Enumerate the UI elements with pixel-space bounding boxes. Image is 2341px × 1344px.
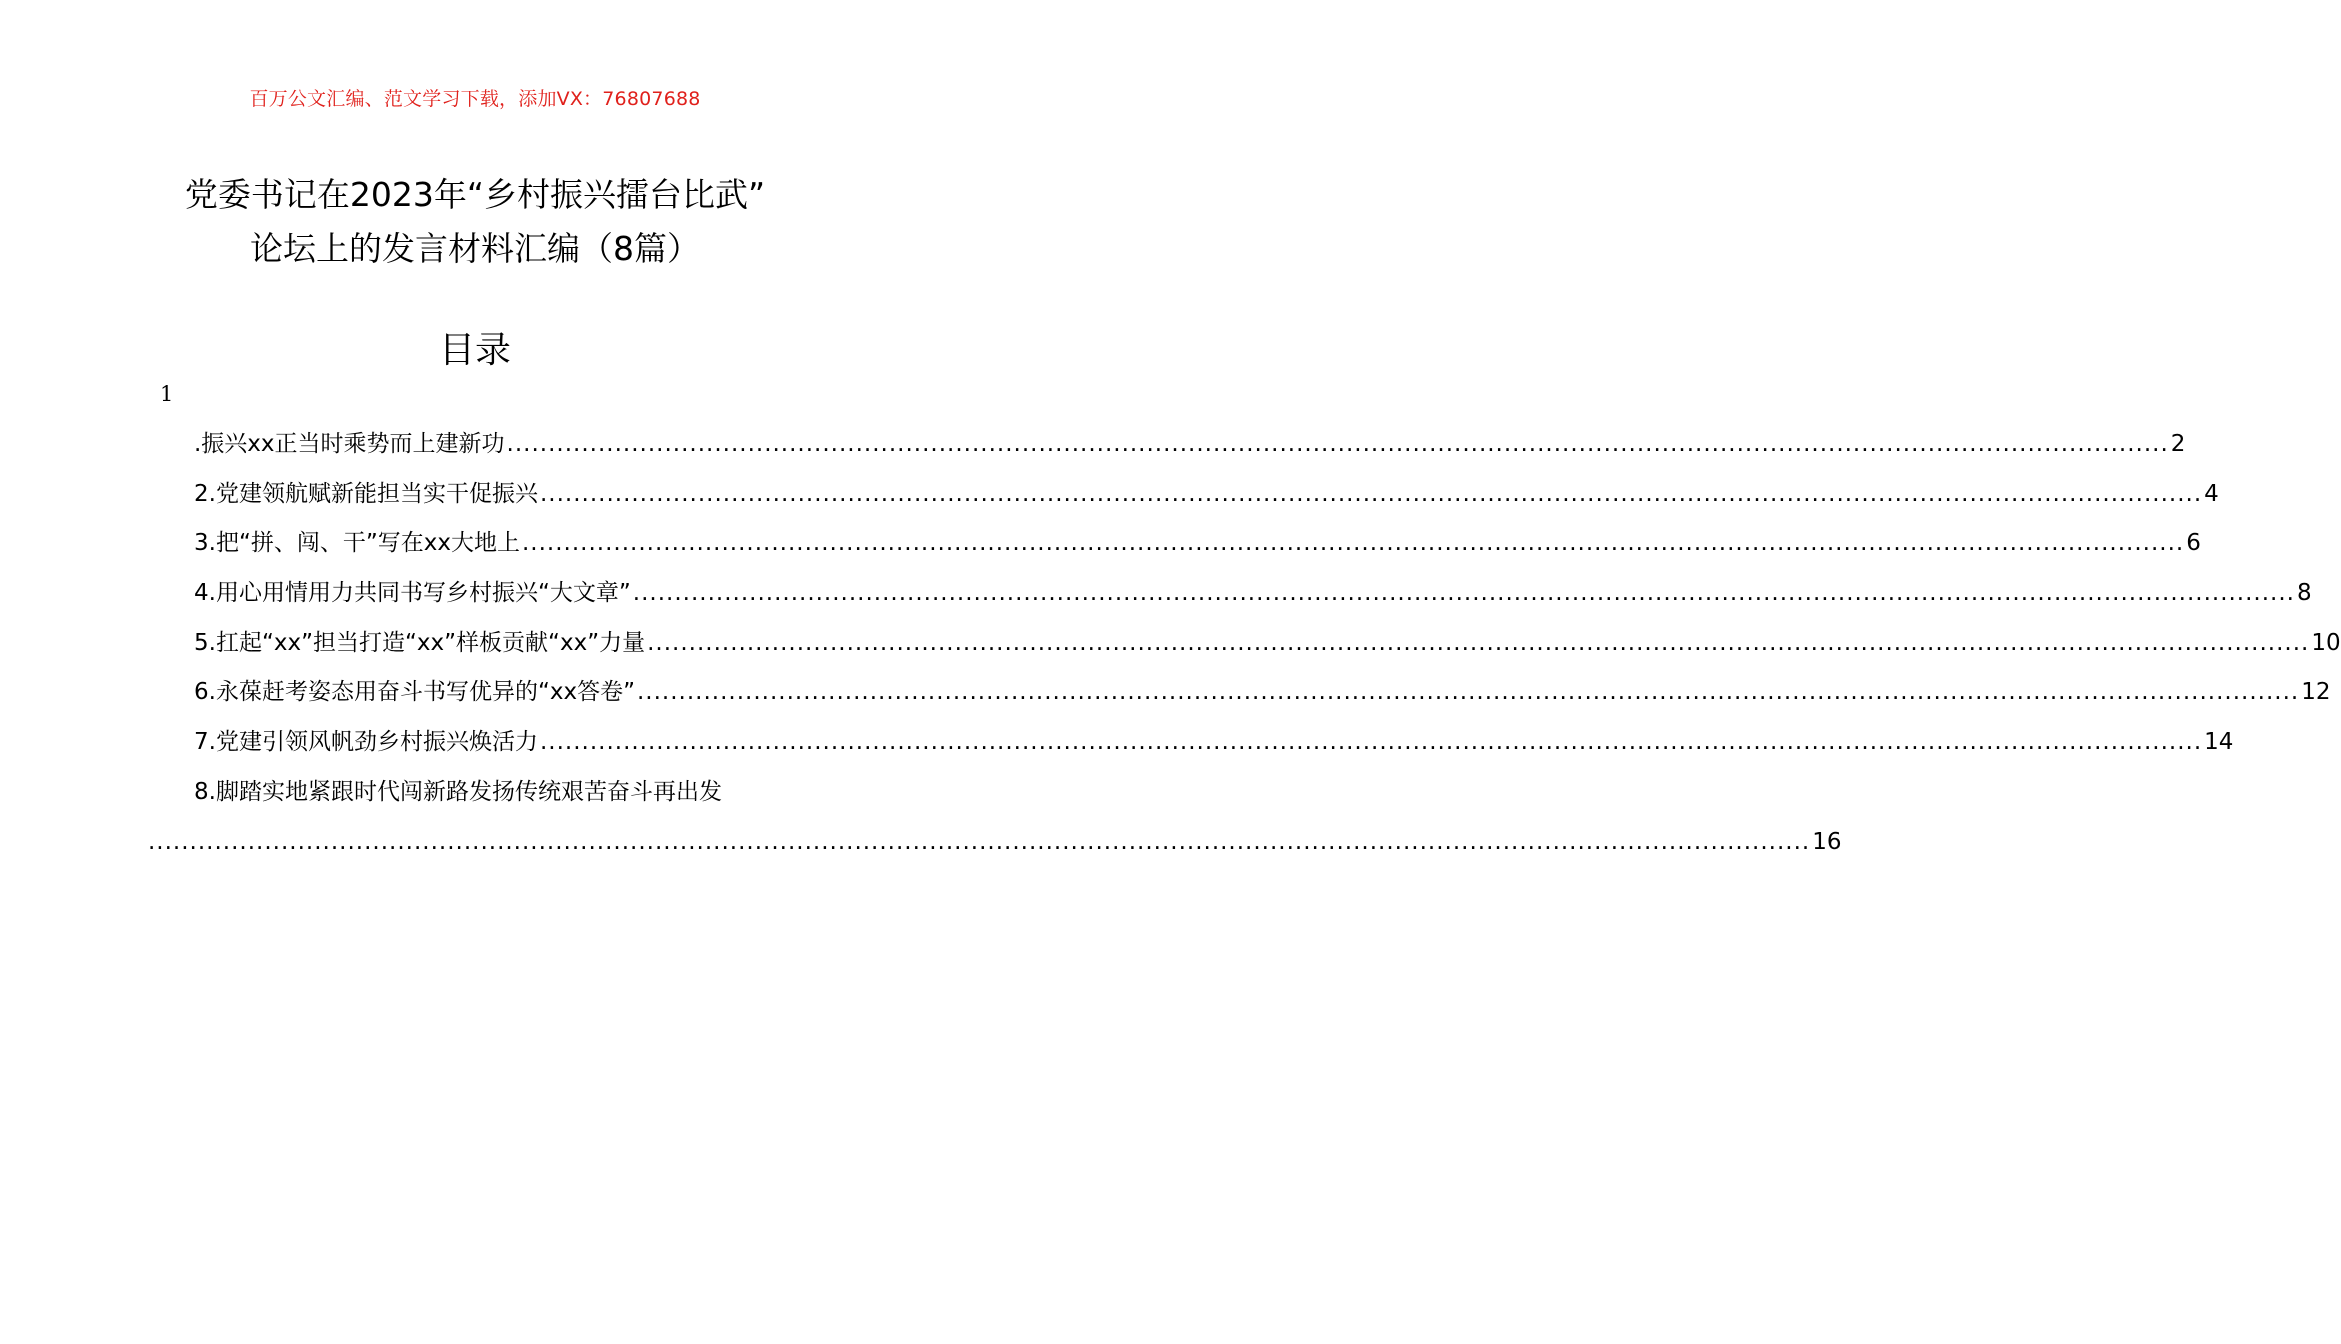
title-line-1: 党委书记在2023年“乡村振兴擂台比武” xyxy=(184,175,766,214)
toc-entry-page: 8 xyxy=(2297,580,2312,607)
title-line-2: 论坛上的发言材料汇编（8篇） xyxy=(250,229,700,268)
toc-entry[interactable] xyxy=(194,424,2186,474)
dot-leader: ........................................................................................................................................................................................................ xyxy=(539,480,2203,507)
dot-leader: ........................................................................................................................................................................................................ xyxy=(522,530,2185,557)
toc-entry-title: 4.用心用情用力共同书写乡村振兴“大文章” xyxy=(194,580,631,607)
toc-entry[interactable] xyxy=(194,523,2201,573)
toc-entry-title: 7.党建引领风帆劲乡村振兴焕活力 xyxy=(194,729,538,756)
stray-number: 1 xyxy=(160,382,174,406)
toc-entry-page: 12 xyxy=(2301,679,2331,706)
toc-entry[interactable] xyxy=(148,772,1842,862)
toc-entry-page: 6 xyxy=(2186,530,2201,557)
toc-entry-page: 10 xyxy=(2311,629,2341,656)
table-of-contents xyxy=(148,424,2341,862)
toc-entry-title: 5.扛起“xx”担当打造“xx”样板贡献“xx”力量 xyxy=(194,629,646,656)
document-title xyxy=(0,168,950,276)
dot-leader: ........................................................................................................................................................................................................ xyxy=(632,580,2295,607)
toc-entry[interactable] xyxy=(194,722,2234,772)
toc-entry-title: 2.党建领航赋新能担当实干促振兴 xyxy=(194,480,538,507)
toc-entry-page: 16 xyxy=(1812,828,1842,855)
promo-banner: 百万公文汇编、范文学习下载，添加VX：76807688 xyxy=(249,88,701,110)
toc-entry[interactable] xyxy=(194,623,2341,673)
toc-heading: 目录 xyxy=(438,330,511,371)
toc-entry-page: 14 xyxy=(2204,729,2234,756)
dot-leader: ........................................................................................................................................................................................................ xyxy=(148,828,1811,855)
toc-entry[interactable] xyxy=(194,672,2331,722)
dot-leader: ........................................................................................................................................................................................................ xyxy=(506,431,2169,457)
dot-leader: ........................................................................................................................................................................................................ xyxy=(539,729,2203,756)
toc-entry-page: 2 xyxy=(2170,431,2186,457)
toc-entry[interactable] xyxy=(194,573,2312,623)
toc-entry-page: 4 xyxy=(2204,480,2219,507)
toc-entry-title: 3.把“拼、闯、干”写在xx大地上 xyxy=(194,530,520,557)
toc-entry-title: .振兴xx正当时乘势而上建新功 xyxy=(194,431,505,457)
toc-entry[interactable] xyxy=(194,474,2219,524)
dot-leader: ........................................................................................................................................................................................................ xyxy=(647,629,2310,656)
dot-leader: ........................................................................................................................................................................................................ xyxy=(637,679,2300,706)
toc-entry-title: 8.脚踏实地紧跟时代闯新路发扬传统艰苦奋斗再出发 xyxy=(194,778,722,805)
toc-entry-continuation xyxy=(146,822,1842,862)
toc-entry-title: 6.永葆赶考姿态用奋斗书写优异的“xx答卷” xyxy=(194,679,635,706)
